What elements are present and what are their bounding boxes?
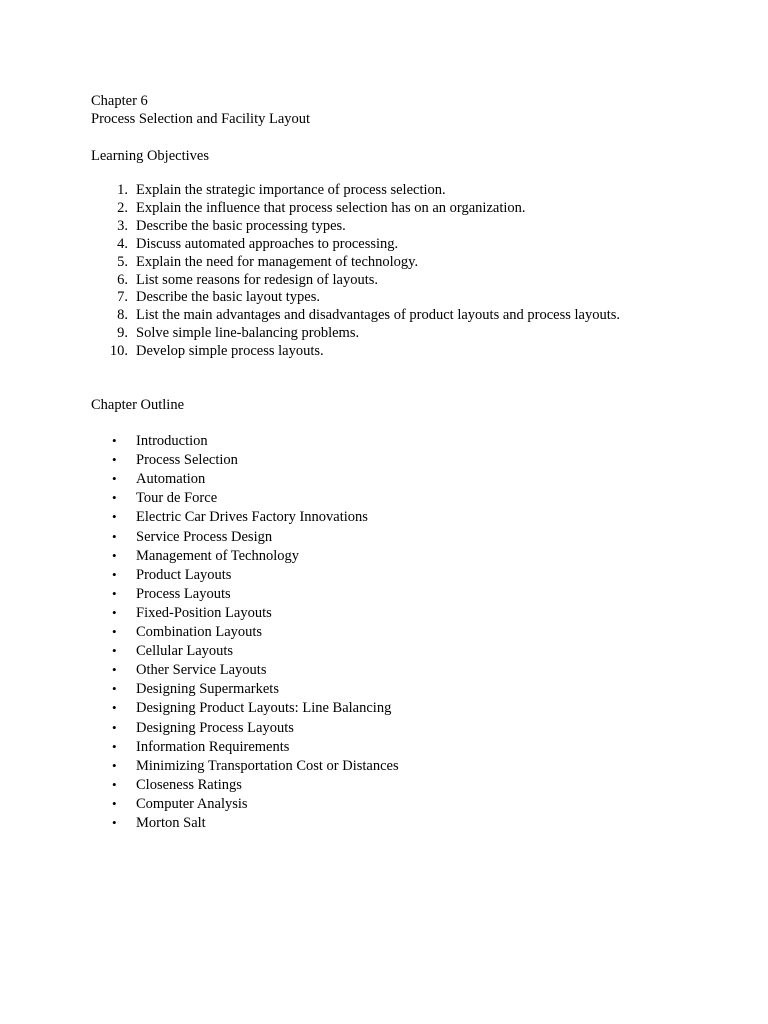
bullet-icon: •	[112, 643, 117, 659]
objective-text: Develop simple process layouts.	[136, 343, 324, 360]
bullet-icon: •	[112, 795, 117, 811]
outline-heading: Chapter Outline	[91, 397, 185, 413]
outline-text: Information Requirements	[136, 738, 290, 755]
bullet-icon: •	[112, 585, 117, 601]
objective-number: 10.	[109, 343, 128, 360]
bullet-icon: •	[112, 433, 117, 448]
bullet-icon: •	[112, 452, 117, 468]
outline-text: Closeness Ratings	[136, 776, 242, 793]
chapter-title: Process Selection and Facility Layout	[91, 111, 311, 127]
outline-text: Combination Layouts	[136, 624, 263, 640]
outline-text: Process Layouts	[136, 585, 231, 602]
outline-text: Automation	[136, 471, 206, 488]
objective-text: Describe the basic processing types.	[136, 217, 346, 234]
objective-text: List the main advantages and disadvantages of product layouts and process layouts.	[136, 307, 621, 324]
bullet-icon: •	[112, 604, 117, 620]
bullet-icon: •	[112, 528, 117, 544]
objective-text: Discuss automated approaches to processing.	[136, 235, 399, 252]
outline-text: Cellular Layouts	[136, 643, 234, 660]
outline-text: Process Selection	[136, 452, 238, 469]
bullet-icon: •	[112, 490, 117, 506]
objective-text: Explain the strategic importance of process selection.	[136, 182, 446, 198]
bullet-icon: •	[112, 471, 117, 487]
outline-text: Designing Supermarkets	[136, 681, 279, 698]
outline-text: Tour de Force	[136, 490, 218, 507]
bullet-icon: •	[112, 700, 117, 716]
objective-text: Describe the basic layout types.	[136, 289, 321, 306]
objective-number: 8.	[117, 307, 128, 324]
objective-number: 3.	[117, 217, 128, 234]
outline-text: Designing Product Layouts: Line Balancing	[136, 700, 392, 717]
outline-text: Morton Salt	[136, 815, 206, 831]
bullet-icon: •	[112, 681, 117, 697]
outline-text: Fixed-Position Layouts	[136, 604, 272, 621]
objective-number: 6.	[117, 271, 128, 288]
bullet-icon: •	[112, 624, 117, 639]
objective-number: 4.	[117, 235, 128, 252]
outline-text: Designing Process Layouts	[136, 719, 294, 736]
objective-number: 1.	[117, 182, 128, 198]
objective-text: Explain the influence that process selection has on an organization.	[136, 199, 526, 216]
objective-text: List some reasons for redesign of layouts.	[136, 271, 379, 288]
bullet-icon: •	[112, 509, 117, 525]
outline-text: Service Process Design	[136, 528, 273, 545]
objective-text: Explain the need for management of technology.	[136, 253, 419, 270]
objective-number: 9.	[117, 325, 128, 342]
objective-number: 7.	[117, 289, 128, 306]
outline-text: Management of Technology	[136, 547, 300, 564]
objectives-heading: Learning Objectives	[91, 148, 209, 164]
outline-text: Other Service Layouts	[136, 662, 267, 679]
outline-text: Introduction	[136, 433, 208, 449]
bullet-icon: •	[112, 815, 117, 830]
bullet-icon: •	[112, 738, 117, 754]
bullet-icon: •	[112, 547, 117, 563]
objective-text: Solve simple line-balancing problems.	[136, 325, 360, 342]
bullet-icon: •	[112, 757, 117, 773]
bullet-icon: •	[112, 566, 117, 582]
bullet-icon: •	[112, 776, 117, 792]
bullet-icon: •	[112, 719, 117, 735]
outline-text: Product Layouts	[136, 566, 232, 583]
outline-text: Electric Car Drives Factory Innovations	[136, 509, 368, 526]
outline-text: Minimizing Transportation Cost or Distances	[136, 757, 399, 774]
bullet-icon: •	[112, 662, 117, 678]
objective-number: 2.	[117, 199, 128, 216]
chapter-label: Chapter 6	[91, 93, 148, 109]
objective-number: 5.	[117, 253, 128, 270]
outline-text: Computer Analysis	[136, 795, 248, 812]
